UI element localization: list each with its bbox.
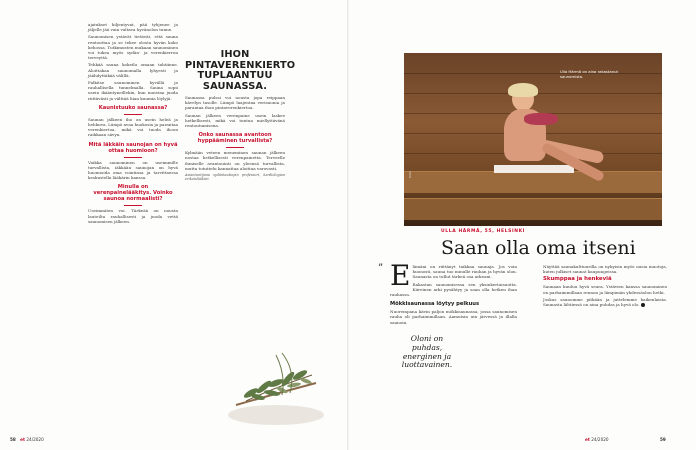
paragraph: Tehkää sauna kokeilu omaan tahtiinne. Aloittakaa saunomalla lyhyesti ja jäähdyttäkää välillä. (88, 62, 178, 78)
sauna-whisk-illustration (216, 335, 336, 433)
paragraph: Saunan jälkeen verenpaine usein laskee hetkellisesti, mikä voi tuntua miellyttävänä rentoutumisena. (185, 112, 285, 129)
section-heading-red: Skumppaa ja henkeviä (543, 276, 612, 283)
photo-caption: Ulla Härmä on aina rakastanut saunomista. (560, 69, 619, 79)
page-gutter (347, 0, 349, 450)
photo-credit: KUVA (409, 171, 412, 178)
paragraph: Nuorempana kävin paljon mökkisaunassa, jossa saunomisen rauha oli parhaimmillaan. Aamuisin uin järvessä ja illalla saunoin. (390, 309, 517, 325)
subheading-ikakkaan: Mitä läkkäin saunojan on hyvä ottaa huomioon? (88, 141, 178, 154)
paragraph: ajatukset hiljentyvat, pää tyhjenee ja jäljelle jää vain valtava hyvänolon tunne. (88, 22, 178, 33)
closing-text: Joskus saunomme pitkään ja juttelemme kaikenlaista. Saunasta lähtiessä on aina puhdas ja hyvä olo. (543, 296, 667, 308)
end-mark-icon (641, 303, 645, 307)
issue-number: 24/2020 (591, 437, 609, 442)
paragraph: Saunan jälkeen iho on usein heleä ja hehkuva. Lämpö avaa huokosia ja parantaa verenkiertoa, mikä voi tuoda ihoon raikkaan sävyn. (88, 116, 179, 138)
subheading-avanto: Onko saunassa avantoon hyppääminen turvallista? (197, 132, 273, 145)
magazine-logo: et (585, 437, 590, 442)
paragraph: Saunomisen ystävät tietävät, että sauna rentouttaa ja se tekee olosta hyvän koko kehossa. Tutkimusten mukaan saunominen voi tukea myös sydän- ja verenkierron terveyttä. (88, 34, 178, 61)
paragraph: Palkitse saunominen hyvällä ja rauhallisella tunnelmalla. Sauna sopii usein ikääntyneillekin, kun muistaa juoda riittävästi ja välttää liian kuumia löylyjä. (88, 80, 178, 101)
divider (226, 147, 244, 148)
paragraph: Rakastan saunomisessa sen yksinkertaisuutta. Kiireinen arki pysähtyy ja saan olla hetken ihan rauhassa. (390, 281, 517, 298)
paragraph (543, 297, 667, 307)
subheading-kaunistuuko: Kaunistuuko saunassa? (98, 104, 168, 111)
paragraph: Saunassa pulssi voi nousta jopa reippaan kävelyn tasolle. Lämpö laajentaa verisuonia ja parantaa ihon pintaverenkiertoa. (185, 95, 285, 111)
paragraph: Näyttää saunakulttuurilla on nykyisin myös uusia muotoja, kuten julkiset saunat kaupungeissa. (543, 264, 667, 275)
page-number: 59 (659, 437, 666, 442)
divider (124, 114, 142, 115)
page-number: 58 (10, 437, 16, 442)
paragraph: Vaikka saunominen on useimmille turvallista, iäkkään saunojan on hyvä huomioida oma vointinsa ja tarvittaessa keskustella lääkärin kanssa. (88, 159, 178, 181)
right-col-2 (543, 264, 667, 309)
left-col-2 (185, 95, 285, 184)
divider (124, 205, 142, 206)
drop-cap: E (390, 259, 411, 292)
footer-left (10, 437, 44, 442)
magazine-logo: et (20, 437, 26, 442)
left-col-1 (88, 22, 178, 226)
section-heading: Mökkisaunassa löytyy pelkuus (390, 301, 480, 308)
article-headline: Saan olla oma itseni (441, 237, 636, 259)
right-col-1 (390, 259, 517, 327)
pull-heading: IHON PINTAVERENKIERTO TUPLAANTUU SAUNASSA. (185, 49, 296, 92)
issue-number: 24/2020 (26, 437, 44, 442)
byline: ULLA HÄRMÄ, 55, HELSINKI (441, 229, 525, 234)
footer-right (585, 437, 669, 442)
sauna-photo (404, 53, 662, 226)
quote-mark: ” (378, 263, 384, 274)
divider (124, 157, 142, 158)
expert-credit: Asiantuntijana sydäntautiopin professori, kardiologian erikoislääkäri. (185, 173, 285, 182)
paragraph: Saunaan kuuluu hyvä seura. Ystävien kanssa saunominen on parhaimmillaan rennon ja lämpimän yhdessäolon hetki. (543, 284, 667, 295)
intro-text: lämäni on riittänyt taikkaa saunaja. Jos voin huonosti, sauna tuo minulle rauhan ja hyvän olon. Saunasta on tullut tärkeä osa arkeani. (412, 264, 517, 280)
pull-quote: Oloni on puhdas, energinen ja luottavainen. (401, 334, 453, 370)
paragraph: Useimmiten voi. Tärkeää on nousta lauteilta rauhallisesti ja juoda vettä saunomisen jälkeen. (88, 208, 178, 224)
paragraph: Kylmään veteen meneminen saunan jälkeen nostaa hetkellisesti verenpainetta. Terveelle ihmiselle avantouinti on yleensä turvallista, mutta totuttelu kannattaa aloittaa varovasti. (185, 150, 285, 171)
subheading-verenpaine: Minulla on verenpainelääkitys. Voinko saunoa normaalisti? (93, 184, 173, 203)
